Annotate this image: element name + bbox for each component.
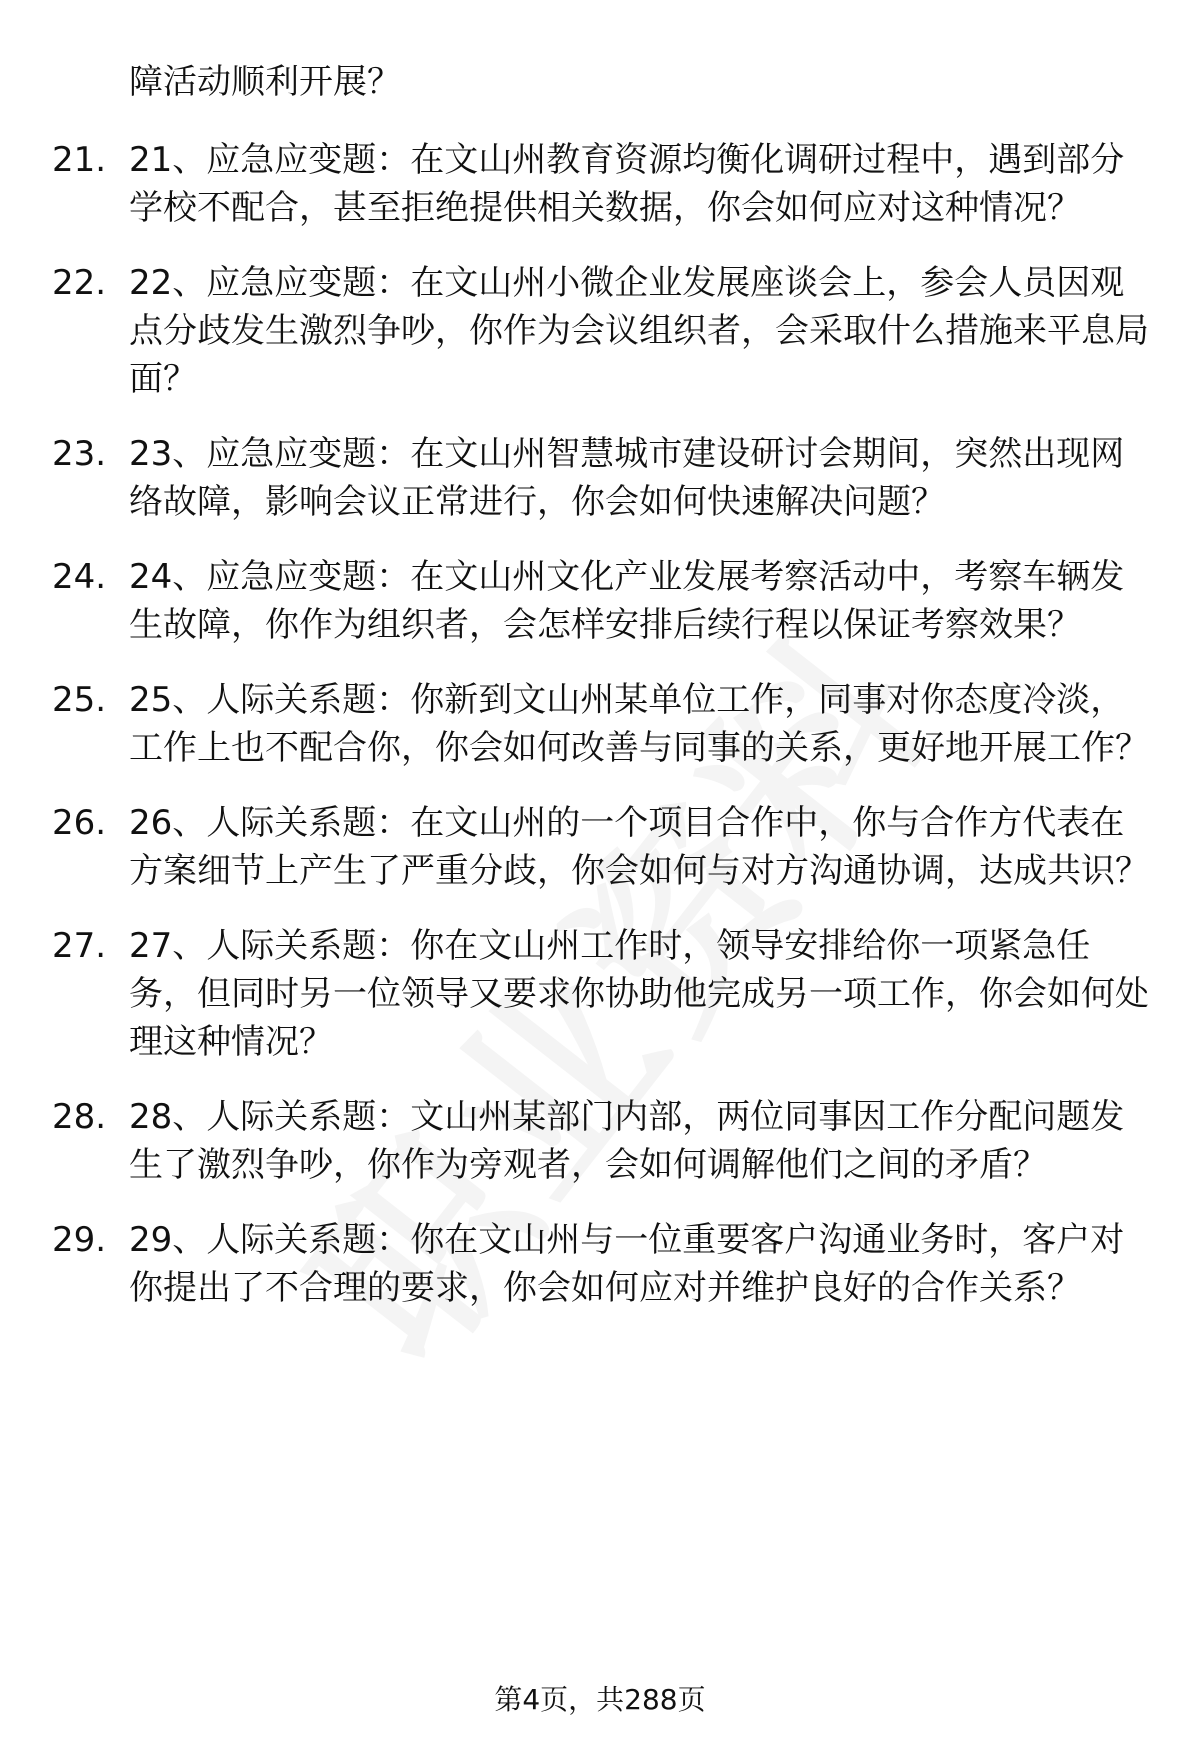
list-item bbox=[0, 259, 1200, 403]
page-footer: 第4页，共288页 bbox=[494, 1683, 706, 1716]
item-number: 28. bbox=[52, 1097, 107, 1137]
item-number: 22. bbox=[52, 263, 107, 303]
list-item bbox=[0, 1093, 1200, 1189]
question-list bbox=[0, 136, 1200, 1339]
item-text: 26、人际关系题：在文山州的一个项目合作中，你与合作方代表在方案细节上产生了严重分歧，你会如何与对方沟通协调，达成共识？ bbox=[129, 803, 1149, 891]
item-number: 21. bbox=[52, 140, 107, 180]
list-item bbox=[0, 430, 1200, 526]
item-number: 25. bbox=[52, 680, 107, 720]
item-text: 23、应急应变题：在文山州智慧城市建设研讨会期间，突然出现网络故障，影响会议正常进行，你会如何快速解决问题？ bbox=[129, 434, 1125, 522]
item-text: 22、应急应变题：在文山州小微企业发展座谈会上，参会人员因观点分歧发生激烈争吵，你作为会议组织者，会采取什么措施来平息局面？ bbox=[129, 263, 1149, 399]
item-number: 27. bbox=[52, 926, 107, 966]
continuation-text: 障活动顺利开展？ bbox=[129, 62, 401, 102]
list-item bbox=[0, 136, 1200, 232]
item-text: 25、人际关系题：你新到文山州某单位工作，同事对你态度冷淡，工作上也不配合你，你会如何改善与同事的关系，更好地开展工作？ bbox=[129, 680, 1149, 768]
item-number: 23. bbox=[52, 434, 107, 474]
item-text: 21、应急应变题：在文山州教育资源均衡化调研过程中，遇到部分学校不配合，甚至拒绝提供相关数据，你会如何应对这种情况？ bbox=[129, 140, 1125, 228]
item-text: 29、人际关系题：你在文山州与一位重要客户沟通业务时，客户对你提出了不合理的要求，你会如何应对并维护良好的合作关系？ bbox=[129, 1220, 1125, 1308]
list-item bbox=[0, 799, 1200, 895]
item-text: 28、人际关系题：文山州某部门内部，两位同事因工作分配问题发生了激烈争吵，你作为旁观者，会如何调解他们之间的矛盾？ bbox=[129, 1097, 1125, 1185]
item-text: 27、人际关系题：你在文山州工作时，领导安排给你一项紧急任务，但同时另一位领导又要求你协助他完成另一项工作，你会如何处理这种情况？ bbox=[129, 926, 1149, 1062]
list-item bbox=[0, 553, 1200, 649]
item-text: 24、应急应变题：在文山州文化产业发展考察活动中，考察车辆发生故障，你作为组织者，会怎样安排后续行程以保证考察效果？ bbox=[129, 557, 1125, 645]
list-item bbox=[0, 676, 1200, 772]
list-item bbox=[0, 1216, 1200, 1312]
list-item bbox=[0, 922, 1200, 1066]
item-number: 29. bbox=[52, 1220, 107, 1260]
item-number: 26. bbox=[52, 803, 107, 843]
item-number: 24. bbox=[52, 557, 107, 597]
